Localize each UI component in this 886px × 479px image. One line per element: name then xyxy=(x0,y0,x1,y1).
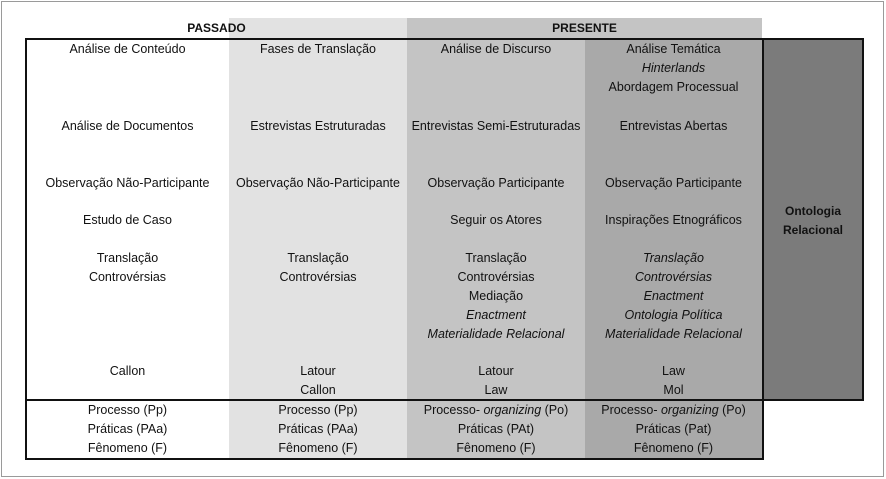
ontology-line-1: Ontologia xyxy=(785,204,841,218)
cell-r5-c1-line1: Translação xyxy=(96,251,159,265)
cell-r3-c3: Observação Participante xyxy=(427,176,565,190)
header-past: PASSADO xyxy=(187,21,246,35)
cell-r6-c3-line2: Law xyxy=(484,383,508,397)
cell-r6-c2 xyxy=(229,362,407,400)
cell-r5-c2 xyxy=(229,249,407,287)
bottom-c4-fenomeno: Fênomeno (F) xyxy=(633,441,714,455)
cell-r5-c3-line3: Mediação xyxy=(468,289,524,303)
cell-r1-c4 xyxy=(585,40,762,97)
cell-r4-c4: Inspirações Etnográficos xyxy=(605,213,742,227)
cell-r5-c3-line5: Materialidade Relacional xyxy=(427,327,565,341)
bottom-c3-processo-prefix: Processo- xyxy=(423,403,484,417)
bottom-c2-praticas: Práticas (PAa) xyxy=(278,422,358,436)
cell-r1-c4-line2: Hinterlands xyxy=(641,61,706,75)
cell-r2-c3: Entrevistas Semi-Estruturadas xyxy=(411,119,581,133)
cell-r5-c4-line3: Enactment xyxy=(643,289,704,303)
ontology-line-2: Relacional xyxy=(782,223,844,237)
bottom-c2-fenomeno: Fênomeno (F) xyxy=(278,441,358,455)
bottom-c3 xyxy=(407,401,585,458)
cell-r6-c3 xyxy=(407,362,585,400)
bottom-c1-processo: Processo (Pp) xyxy=(87,403,168,417)
cell-r6-c4 xyxy=(585,362,762,400)
cell-r5-c3-line2: Controvérsias xyxy=(457,270,535,284)
cell-r3-c2: Observação Não-Participante xyxy=(236,176,400,190)
cell-r3-c4: Observação Participante xyxy=(605,176,742,190)
cell-r6-c2-line1: Latour xyxy=(300,364,336,378)
cell-r2-c4: Entrevistas Abertas xyxy=(619,119,728,133)
bottom-c4 xyxy=(585,401,762,458)
bottom-c4-praticas: Práticas (Pat) xyxy=(635,422,712,436)
cell-r4-c1: Estudo de Caso xyxy=(83,213,172,227)
cell-r1-c4-line3: Abordagem Processual xyxy=(608,80,739,94)
header-present: PRESENTE xyxy=(407,18,762,38)
cell-r1-c1: Análise de Conteúdo xyxy=(69,42,186,56)
cell-r1-c4-line1: Análise Temática xyxy=(626,42,721,56)
cell-r5-c4-line5: Materialidade Relacional xyxy=(605,327,742,341)
bottom-c3-processo xyxy=(407,401,585,420)
bottom-c4-processo-italic: organizing xyxy=(660,403,719,417)
bottom-c1 xyxy=(26,401,229,458)
bottom-c3-fenomeno: Fênomeno (F) xyxy=(456,441,536,455)
cell-r5-c2-line2: Controvérsias xyxy=(279,270,357,284)
bottom-c4-processo xyxy=(585,401,762,420)
cell-r3-c1: Observação Não-Participante xyxy=(45,176,210,190)
cell-r6-c1-line1: Callon xyxy=(109,364,146,378)
cell-r5-c1-line2: Controvérsias xyxy=(88,270,167,284)
cell-r6-c4-line2: Mol xyxy=(663,383,684,397)
bottom-c4-processo-suffix: (Po) xyxy=(718,403,746,417)
bottom-c3-processo-suffix: (Po) xyxy=(541,403,569,417)
bottom-c1-fenomeno: Fênomeno (F) xyxy=(87,441,168,455)
bottom-c3-praticas: Práticas (PAt) xyxy=(457,422,535,436)
cell-r6-c2-line2: Callon xyxy=(300,383,336,397)
cell-r6-c4-line1: Law xyxy=(662,364,685,378)
cell-r1-c3: Análise de Discurso xyxy=(440,42,552,56)
cell-r5-c3 xyxy=(407,249,585,344)
bottom-c2 xyxy=(229,401,407,458)
cell-r5-c4-line2: Controvérsias xyxy=(634,270,713,284)
cell-r5-c1 xyxy=(26,249,229,287)
cell-r4-c3: Seguir os Atores xyxy=(450,213,542,227)
cell-r5-c4 xyxy=(585,249,762,344)
cell-r5-c2-line1: Translação xyxy=(287,251,349,265)
cell-r2-c1: Análise de Documentos xyxy=(61,119,194,133)
bottom-c3-processo-italic: organizing xyxy=(483,403,542,417)
cell-r5-c4-line4: Ontologia Política xyxy=(624,308,723,322)
cell-r6-c3-line1: Latour xyxy=(478,364,514,378)
bottom-c2-processo: Processo (Pp) xyxy=(278,403,358,417)
bottom-c4-processo-prefix: Processo- xyxy=(601,403,661,417)
cell-r1-c2: Fases de Translação xyxy=(259,42,377,56)
bottom-c1-praticas: Práticas (PAa) xyxy=(87,422,168,436)
cell-r2-c2: Estrevistas Estruturadas xyxy=(250,119,386,133)
cell-r5-c3-line4: Enactment xyxy=(466,308,526,322)
cell-r5-c3-line1: Translação xyxy=(465,251,527,265)
cell-r6-c1 xyxy=(26,362,229,381)
cell-r5-c4-line1: Translação xyxy=(643,251,704,265)
